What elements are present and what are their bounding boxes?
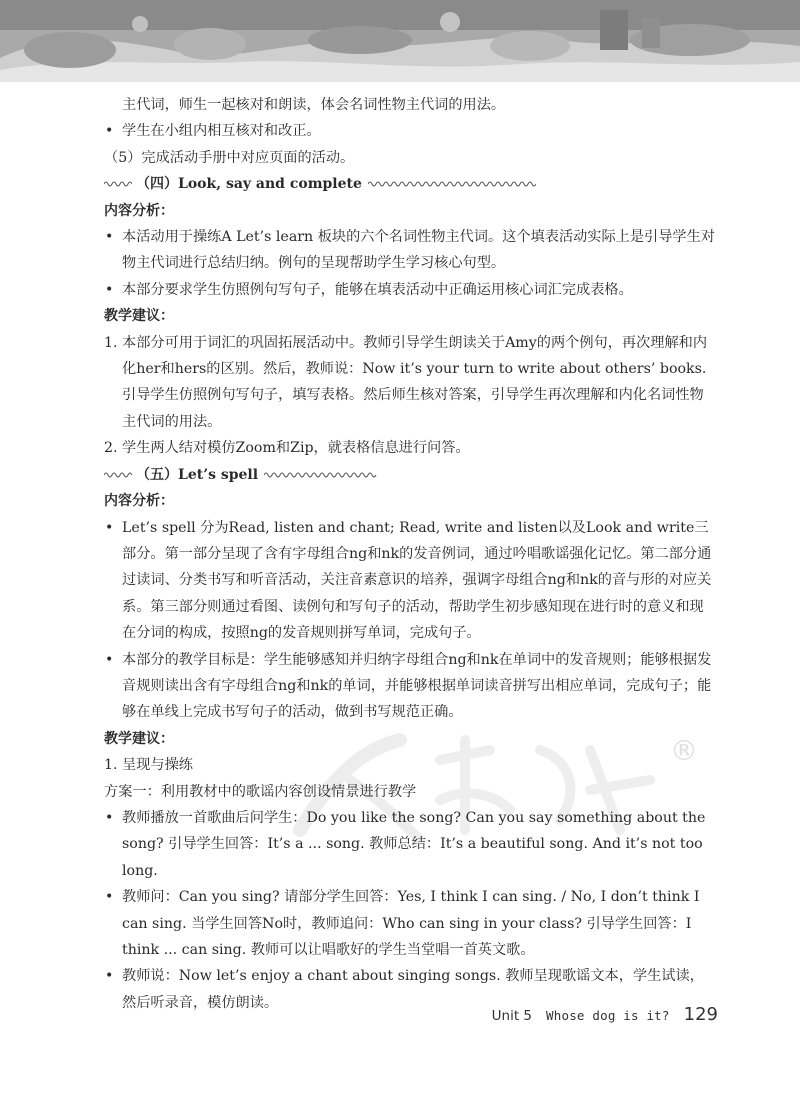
bullet-item: • 本部分要求学生仿照例句写句子，能够在填表活动中正确运用核心词汇完成表格。 bbox=[104, 277, 716, 303]
subheading-content-analysis: 内容分析： bbox=[104, 202, 174, 219]
section-title: （五）Let’s spell bbox=[136, 466, 259, 483]
paragraph-continuation: 主代词，师生一起核对和朗读，体会名词性物主代词的用法。 bbox=[122, 97, 506, 113]
item-text: 学生两人结对模仿Zoom和Zip，就表格信息进行问答。 bbox=[122, 440, 470, 457]
subheading-teaching-suggestions: 教学建议： bbox=[104, 730, 174, 747]
bullet-item: • 本活动用于操练A Let’s learn 板块的六个名词性物主代词。这个填表活动实际上是引导学生对物主代词进行总结归纳。例句的呈现帮助学生学习核心句型。 bbox=[104, 224, 716, 277]
plan-heading: 方案一：利用教材中的歌谣内容创设情景进行教学 bbox=[104, 783, 417, 800]
page-footer bbox=[492, 1004, 718, 1025]
registered-mark: ® bbox=[670, 734, 698, 767]
section-title: （四）Look, say and complete bbox=[136, 176, 362, 193]
wave-divider-icon bbox=[368, 180, 536, 188]
item-number: 1. bbox=[104, 334, 118, 351]
wave-divider-icon bbox=[104, 471, 132, 479]
step-item: （5）完成活动手册中对应页面的活动。 bbox=[104, 149, 355, 166]
bullet-item: • 学生在小组内相互核对和改正。 bbox=[104, 118, 716, 144]
bullet-item: • 教师播放一首歌曲后问学生：Do you like the song? Can you say something about the song? 引导学生回答：It’s a ... song. 教师总结：It’s a beautiful song. And it’s not too long. bbox=[104, 805, 716, 884]
header-illustration bbox=[0, 0, 800, 84]
step-heading: 1. 呈现与操练 bbox=[104, 757, 193, 774]
footer-unit-title: Whose dog is it? bbox=[546, 1008, 670, 1023]
header-banner bbox=[0, 0, 800, 84]
numbered-item bbox=[104, 435, 716, 461]
wave-divider-icon bbox=[104, 180, 132, 188]
section-heading-look-say-complete bbox=[104, 171, 716, 197]
bullet-item: • Let’s spell 分为Read, listen and chant; Read, write and listen以及Look and write三部分。第一部分呈现了含有字母组合ng和nk的发音例词，通过吟唱歌谣强化记忆。第二部分通过读词、分类书写和听音活动，关注音素意识的培养，强调字母组合ng和nk的音与形的对应关系。第三部分则通过看图、读例句和写句子的活动，帮助学生初步感知现在进行时的意义和现在分词的构成，按照ng的发音规则拼写单词，完成句子。 bbox=[104, 515, 716, 647]
page-content bbox=[104, 92, 716, 1016]
subheading-teaching-suggestions: 教学建议： bbox=[104, 308, 174, 325]
page-number: 129 bbox=[683, 1004, 718, 1025]
item-text: 本部分可用于词汇的巩固拓展活动中。教师引导学生朗读关于Amy的两个例句，再次理解和内化her和hers的区别。然后，教师说：Now it’s your turn to write about others’ books. 引导学生仿照例句写句子，填写表格。然后师生核对答案，引导学生再次理解和内化名词性物主代词的用法。 bbox=[122, 334, 708, 430]
footer-unit: Unit 5 bbox=[491, 1008, 533, 1024]
item-number: 2. bbox=[104, 440, 118, 457]
wave-divider-icon bbox=[264, 471, 378, 479]
bullet-item: • 教师问：Can you sing? 请部分学生回答：Yes, I think I can sing. / No, I don’t think I can sing. 当学生回答No时，教师追问：Who can sing in your class? 引导学生回答：I think ... can sing. 教师可以让唱歌好的学生当堂唱一首英文歌。 bbox=[104, 884, 716, 963]
section-heading-lets-spell bbox=[104, 462, 716, 488]
bullet-item: • 本部分的教学目标是：学生能够感知并归纳字母组合ng和nk在单词中的发音规则；能够根据发音规则读出含有字母组合ng和nk的单词，并能够根据单词读音拼写出相应单词，完成句子；能够在单线上完成书写句子的活动，做到书写规范正确。 bbox=[104, 647, 716, 726]
bullet-item: • 教师说：Now let’s enjoy a chant about singing songs. 教师呈现歌谣文本，学生试读，然后听录音，模仿朗读。 bbox=[104, 963, 716, 1016]
subheading-content-analysis: 内容分析： bbox=[104, 493, 174, 510]
numbered-item bbox=[104, 330, 716, 436]
